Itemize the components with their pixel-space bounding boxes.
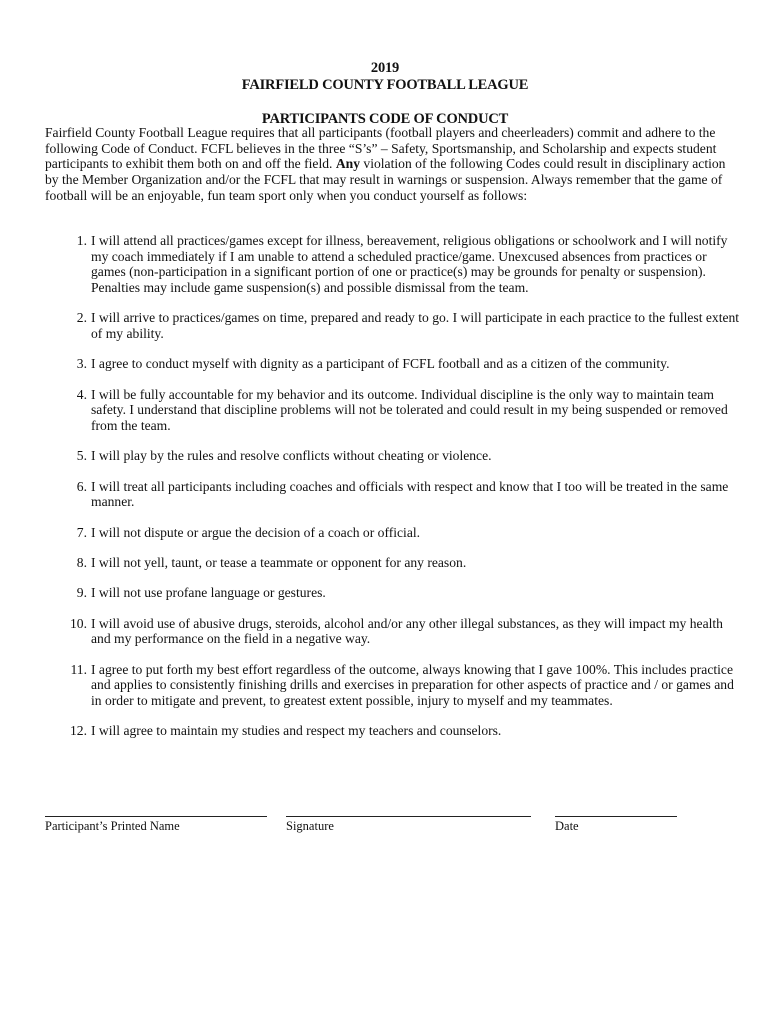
rule-number: 3. bbox=[76, 356, 87, 372]
conduct-rule bbox=[45, 723, 740, 739]
rule-number: 6. bbox=[76, 478, 87, 494]
rule-number: 12. bbox=[70, 723, 87, 739]
rule-number: 7. bbox=[76, 524, 87, 540]
rule-number: 2. bbox=[76, 310, 87, 326]
intro-text-end: violation of the following Codes could result in disciplinary action by the Member Organization and/or the FCFL that may result in warnings or suspension. Always remember that the game of football will be an enjoyable, fun team sport only when you conduct yourself as follows: bbox=[45, 156, 726, 203]
conduct-rule bbox=[45, 479, 740, 510]
intro-paragraph bbox=[45, 125, 735, 204]
rule-number: 1. bbox=[76, 233, 87, 248]
conduct-rule bbox=[45, 448, 740, 464]
document-header bbox=[0, 60, 770, 128]
conduct-rule bbox=[45, 585, 740, 601]
rule-text: I will arrive to practices/games on time, prepared and ready to go. I will participate in each practice to the fullest extent of my ability. bbox=[91, 310, 740, 341]
signature-label: Signature bbox=[286, 819, 334, 833]
conduct-rule bbox=[45, 525, 740, 541]
printed-name-block bbox=[45, 802, 267, 833]
intro-text-start: Fairfield County Football League requires that all participants (football players and cheerleaders) commit and adhere to the following Code of Conduct. FCFL believes in the three “S’s” – Safety, Sportsmanship, and Scholarship and expects student participants to exhibit them both on and off the field. bbox=[45, 125, 717, 172]
conduct-rule bbox=[45, 233, 740, 295]
rule-number: 10. bbox=[70, 615, 87, 631]
conduct-rule bbox=[45, 387, 740, 434]
date-block bbox=[555, 802, 677, 833]
rule-text: I will attend all practices/games except for illness, bereavement, religious obligations or schoolwork and I will notify my coach immediately if I am unable to attend a scheduled practice/game. Unexcused absences from practices or games (non-participation in a significant portion of one or practice(s) may be grounds for penalty or suspension). Penalties may include game suspension(s) and possible dismissal from the team. bbox=[91, 233, 728, 295]
header-league-name: FAIRFIELD COUNTY FOOTBALL LEAGUE bbox=[241, 77, 529, 93]
rule-number: 5. bbox=[76, 448, 87, 464]
rule-text: I will be fully accountable for my behavior and its outcome. Individual discipline is the only way to maintain team safety. I understand that discipline problems will not be tolerated and could result in my being suspended or removed from the team. bbox=[91, 386, 728, 433]
date-label: Date bbox=[555, 819, 579, 833]
rule-text: I will not dispute or argue the decision of a coach or official. bbox=[91, 524, 421, 540]
rule-text: I will agree to maintain my studies and respect my teachers and counselors. bbox=[91, 723, 502, 739]
rule-text: I will treat all participants including coaches and officials with respect and know that I too will be treated in the same manner. bbox=[91, 478, 729, 510]
signature-line[interactable] bbox=[286, 802, 531, 817]
conduct-rules-list bbox=[45, 233, 740, 754]
rule-number: 4. bbox=[76, 386, 87, 402]
rule-number: 8. bbox=[76, 554, 87, 570]
conduct-rule bbox=[45, 356, 740, 372]
conduct-rule bbox=[45, 310, 740, 341]
rule-text: I will not use profane language or gestures. bbox=[91, 585, 326, 601]
header-year: 2019 bbox=[370, 60, 400, 76]
rule-number: 9. bbox=[76, 585, 87, 601]
rule-text: I will play by the rules and resolve conflicts without cheating or violence. bbox=[91, 448, 492, 464]
signature-section bbox=[45, 802, 735, 842]
signature-block bbox=[286, 802, 531, 833]
rule-text: I will avoid use of abusive drugs, steroids, alcohol and/or any other illegal substances, as they will impact my health and my performance on the field in a negative way. bbox=[91, 615, 723, 647]
rule-number: 11. bbox=[70, 661, 87, 677]
conduct-rule bbox=[45, 555, 740, 571]
conduct-rule bbox=[45, 616, 740, 647]
conduct-rule bbox=[45, 662, 740, 709]
rule-text: I agree to conduct myself with dignity as a participant of FCFL football and as a citizen of the community. bbox=[91, 356, 670, 372]
printed-name-label: Participant’s Printed Name bbox=[45, 819, 180, 833]
rule-text: I agree to put forth my best effort regardless of the outcome, always knowing that I gave 100%. This includes practice and applies to consistently finishing drills and exercises in preparation for other aspects of practice and / or games and in order to mitigate and prevent, to greatest extent possible, injury to myself and my teammates. bbox=[91, 661, 734, 708]
document-title: PARTICIPANTS CODE OF CONDUCT bbox=[261, 111, 509, 127]
date-line[interactable] bbox=[555, 802, 677, 817]
printed-name-line[interactable] bbox=[45, 802, 267, 817]
rule-text: I will not yell, taunt, or tease a teammate or opponent for any reason. bbox=[91, 554, 467, 570]
intro-bold-word: Any bbox=[335, 156, 361, 172]
